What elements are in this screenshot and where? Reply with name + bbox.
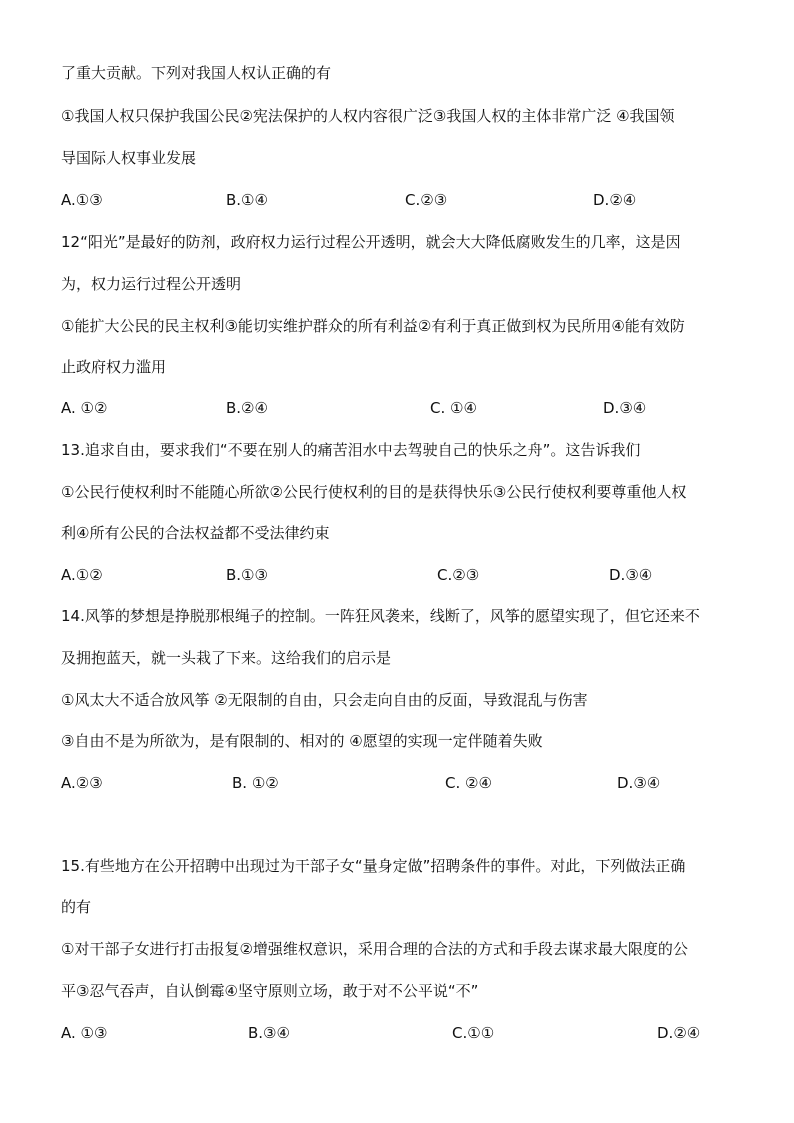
q15-option-c[interactable]: C.①① — [452, 1024, 495, 1042]
q13-option-d[interactable]: D.③④ — [609, 566, 653, 584]
q11-statements-line-2: 导国际人权事业发展 — [61, 149, 197, 167]
q14-option-b[interactable]: B. ①② — [232, 774, 279, 792]
q12-option-b[interactable]: B.②④ — [226, 399, 268, 417]
q12-stem-line-1: 12“阳光”是最好的防剂，政府权力运行过程公开透明，就会大大降低腐败发生的几率，这是因 — [61, 233, 681, 251]
q14-stem-line-1: 14.风筝的梦想是挣脱那根绳子的控制。一阵狂风袭来，线断了，风筝的愿望实现了，但它还来不 — [61, 607, 700, 625]
q15-statements-line-2: 平③忍气吞声，自认倒霉④坚守原则立场，敢于对不公平说“不” — [61, 982, 479, 1000]
q11-option-c[interactable]: C.②③ — [405, 191, 448, 209]
q13-option-a[interactable]: A.①② — [61, 566, 103, 584]
q15-option-a[interactable]: A. ①③ — [61, 1024, 108, 1042]
q15-stem-line-2: 的有 — [61, 898, 92, 916]
q13-statements-line-1: ①公民行使权利时不能随心所欲②公民行使权利的目的是获得快乐③公民行使权利要尊重他人权 — [61, 483, 687, 501]
q11-statements-line-1: ①我国人权只保护我国公民②宪法保护的人权内容很广泛③我国人权的主体非常广泛 ④我国领 — [61, 107, 675, 125]
q11-option-a[interactable]: A.①③ — [61, 191, 103, 209]
q12-options — [0, 398, 794, 418]
q11-option-b[interactable]: B.①④ — [226, 191, 268, 209]
q11-options — [0, 190, 794, 210]
q14-option-a[interactable]: A.②③ — [61, 774, 103, 792]
q13-option-c[interactable]: C.②③ — [437, 566, 480, 584]
q15-option-b[interactable]: B.③④ — [248, 1024, 290, 1042]
q14-options — [0, 773, 794, 793]
q13-option-b[interactable]: B.①③ — [226, 566, 268, 584]
q12-option-c[interactable]: C. ①④ — [430, 399, 477, 417]
q12-option-a[interactable]: A. ①② — [61, 399, 108, 417]
q13-options — [0, 565, 794, 585]
q15-option-d[interactable]: D.②④ — [657, 1024, 701, 1042]
q15-stem-line-1: 15.有些地方在公开招聘中出现过为干部子女“量身定做”招聘条件的事件。对此，下列做法正确 — [61, 857, 686, 875]
q14-statements-line-2: ③自由不是为所欲为，是有限制的、相对的 ④愿望的实现一定伴随着失败 — [61, 732, 543, 750]
q13-statements-line-2: 利④所有公民的合法权益都不受法律约束 — [61, 524, 330, 542]
q14-stem-line-2: 及拥抱蓝天，就一头栽了下来。这给我们的启示是 — [61, 649, 392, 667]
q12-statements-line-2: 止政府权力滥用 — [61, 358, 167, 376]
q11-stem: 了重大贡献。下列对我国人权认正确的有 — [61, 64, 332, 82]
q12-option-d[interactable]: D.③④ — [603, 399, 647, 417]
q12-statements-line-1: ①能扩大公民的民主权利③能切实维护群众的所有利益②有利于真正做到权为民所用④能有效防 — [61, 317, 685, 335]
q13-stem: 13.追求自由，要求我们“不要在别人的痛苦泪水中去驾驶自己的快乐之舟”。这告诉我们 — [61, 441, 641, 459]
q12-stem-line-2: 为，权力运行过程公开透明 — [61, 275, 242, 293]
q11-option-d[interactable]: D.②④ — [593, 191, 637, 209]
q14-option-d[interactable]: D.③④ — [617, 774, 661, 792]
q15-options — [0, 1023, 794, 1043]
q14-option-c[interactable]: C. ②④ — [445, 774, 492, 792]
q14-statements-line-1: ①风太大不适合放风筝 ②无限制的自由，只会走向自由的反面，导致混乱与伤害 — [61, 691, 588, 709]
q15-statements-line-1: ①对干部子女进行打击报复②增强维权意识，采用合理的合法的方式和手段去谋求最大限度的公 — [61, 940, 688, 958]
